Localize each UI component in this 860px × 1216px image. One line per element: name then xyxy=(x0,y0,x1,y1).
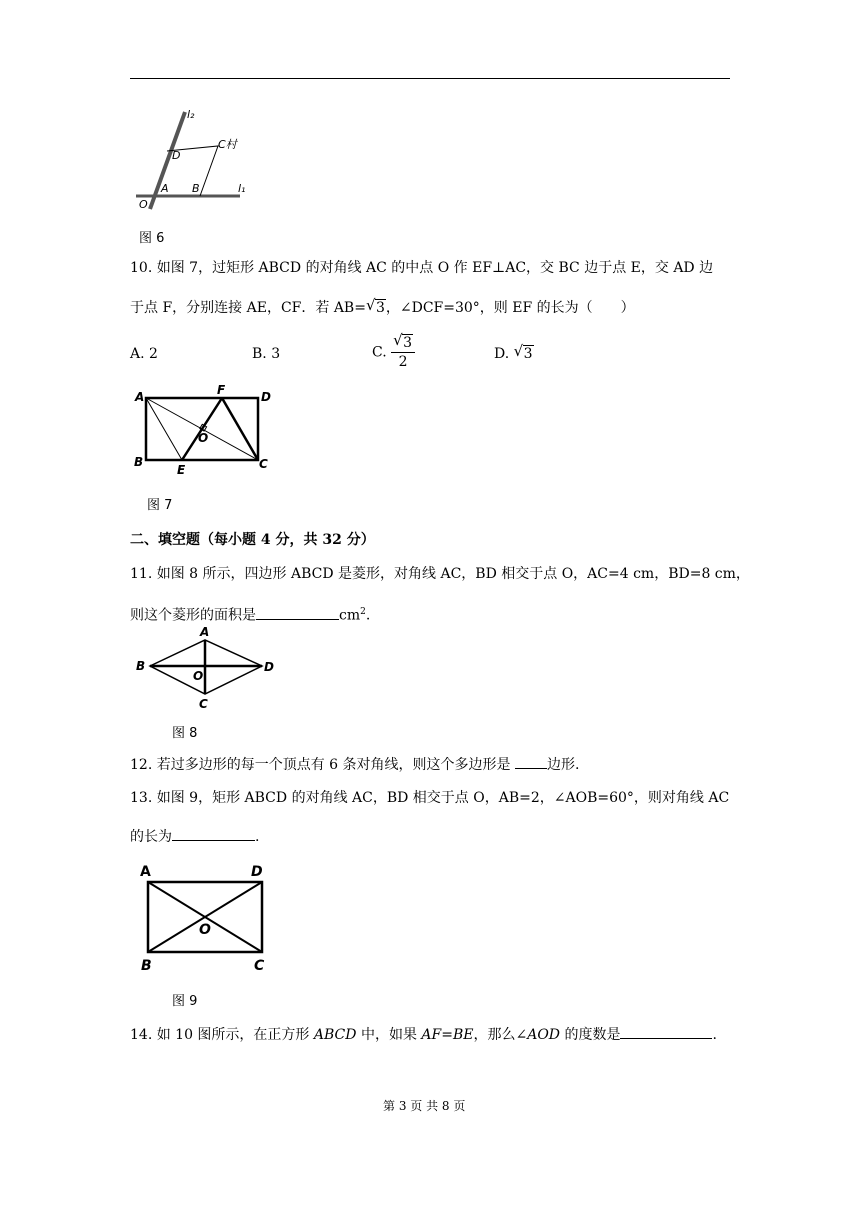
fig8-caption: 图 8 xyxy=(172,726,198,741)
fig6-label-b: B xyxy=(192,182,200,195)
fig9-label-c: C xyxy=(254,958,265,974)
figure-8 xyxy=(130,624,280,714)
fig6-caption: 图 6 xyxy=(139,231,165,246)
fig6-label-d: D xyxy=(172,149,181,162)
seg-fc xyxy=(222,398,258,460)
option-d: D. √ 3 xyxy=(494,342,533,362)
answer-blank-13[interactable] xyxy=(172,826,255,841)
figure-9 xyxy=(130,860,280,976)
page-footer: 第 3 页 共 8 页 xyxy=(383,1099,466,1113)
option-a: A. 2 xyxy=(130,346,158,362)
fig9-label-a: A xyxy=(140,864,151,880)
fig6-label-a: A xyxy=(161,182,169,195)
fig7-label-d: D xyxy=(261,390,271,404)
answer-blank-14[interactable] xyxy=(620,1024,712,1039)
fig8-label-d: D xyxy=(264,660,274,674)
seg-ae xyxy=(146,398,182,460)
fig8-label-o: O xyxy=(193,669,204,683)
fig8-label-a: A xyxy=(200,625,210,639)
option-c: C. √ 3 2 xyxy=(372,334,415,371)
q10-line1: 10. 如图 7，过矩形 ABCD 的对角线 AC 的中点 O 作 EF⊥AC，交 BC 边于点 E，交 AD 边 xyxy=(130,260,714,276)
q13-line1: 13. 如图 9，矩形 ABCD 的对角线 AC，BD 相交于点 O，AB=2，∠AOB=60°，则对角线 AC xyxy=(130,790,730,806)
q11-line1: 11. 如图 8 所示，四边形 ABCD 是菱形，对角线 AC，BD 相交于点 O，AC=4 cm，BD=8 cm， xyxy=(130,566,750,582)
fig8-label-b: B xyxy=(136,659,146,673)
fig7-label-b: B xyxy=(134,455,144,469)
fig6-label-l2: l₂ xyxy=(187,108,195,121)
seg-ef xyxy=(182,398,222,460)
figure-7 xyxy=(130,384,275,476)
answer-blank-12[interactable] xyxy=(515,754,547,769)
q12-text: 12. 若过多边形的每一个顶点有 6 条对角线，则这个多边形是 边形. xyxy=(130,754,579,775)
fig7-caption: 图 7 xyxy=(147,498,173,513)
fig7-label-o: O xyxy=(198,431,209,445)
fig7-label-f: F xyxy=(217,384,226,397)
fig9-label-b: B xyxy=(141,958,152,974)
fig9-caption: 图 9 xyxy=(172,994,198,1009)
fig9-label-d: D xyxy=(251,864,263,880)
fig7-label-e: E xyxy=(177,463,186,476)
option-b: B. 3 xyxy=(252,346,281,362)
header-rule xyxy=(130,78,730,79)
q10-line2: 于点 F，分别连接 AE，CF．若 AB= √ 3，∠DCF=30°，则 EF 的长为（ ） xyxy=(130,296,635,316)
sqrt-3: √ 3 xyxy=(365,296,385,316)
figure-6 xyxy=(130,108,250,213)
fig6-label-l1: l₁ xyxy=(238,182,246,195)
answer-blank-11[interactable] xyxy=(256,605,339,620)
fig7-label-a: A xyxy=(135,390,145,404)
q13-line2: 的长为 . xyxy=(130,826,259,847)
fraction-sqrt3-over-2: √ 3 2 xyxy=(391,334,415,371)
q11-line2: 则这个菱形的面积是 $cm^2$. xyxy=(130,602,370,626)
fig8-label-c: C xyxy=(199,697,208,711)
q14-text: 14. 如 10 图所示，在正方形 ABCD 中，如果 AF=BE，那么∠AOD 的度数是 . xyxy=(130,1024,717,1045)
fig9-label-o: O xyxy=(199,922,211,938)
section-title: 二、填空题（每小题 4 分，共 32 分） xyxy=(130,532,375,548)
fig7-label-c: C xyxy=(259,457,268,471)
fig6-label-o: O xyxy=(139,198,148,211)
fig6-label-c: C村 xyxy=(218,138,237,151)
